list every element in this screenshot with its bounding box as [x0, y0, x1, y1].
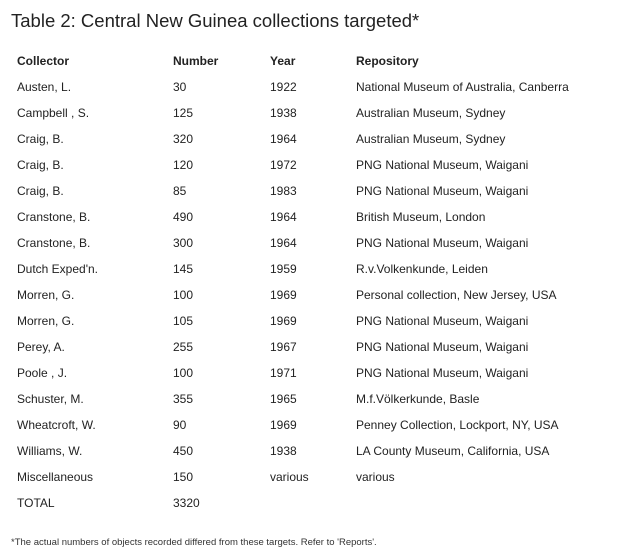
- year-cell: 1964: [270, 236, 297, 250]
- table-header-row: [11, 48, 622, 74]
- collector-cell: Miscellaneous: [17, 470, 94, 484]
- table-row: [11, 412, 622, 438]
- collector-cell: Morren, G.: [17, 314, 75, 328]
- year-cell: 1938: [270, 444, 297, 458]
- year-cell: 1969: [270, 314, 297, 328]
- table-row: [11, 230, 622, 256]
- repository-cell: Penney Collection, Lockport, NY, USA: [356, 418, 559, 432]
- year-cell: 1965: [270, 392, 297, 406]
- year-cell: 1967: [270, 340, 297, 354]
- collector-cell: Craig, B.: [17, 184, 64, 198]
- number-cell: 490: [173, 210, 194, 224]
- number-cell: 255: [173, 340, 194, 354]
- footnote: *The actual numbers of objects recorded differed from these targets. Refer to 'Reports'.: [11, 537, 377, 548]
- repository-cell: M.f.Völkerkunde, Basle: [356, 392, 480, 406]
- repository-cell: Personal collection, New Jersey, USA: [356, 288, 557, 302]
- collector-cell: Cranstone, B.: [17, 236, 91, 250]
- repository-cell: PNG National Museum, Waigani: [356, 184, 529, 198]
- table-row: [11, 256, 622, 282]
- table-row: [11, 464, 622, 490]
- repository-cell: Australian Museum, Sydney: [356, 106, 506, 120]
- collections-table: [11, 48, 622, 516]
- table-row: [11, 100, 622, 126]
- repository-cell: PNG National Museum, Waigani: [356, 236, 529, 250]
- number-cell: 30: [173, 80, 187, 94]
- collector-cell: Austen, L.: [17, 80, 72, 94]
- year-cell: 1971: [270, 366, 297, 380]
- header-repository: Repository: [356, 54, 419, 68]
- number-cell: 300: [173, 236, 194, 250]
- year-cell: 1964: [270, 210, 297, 224]
- year-cell: 1969: [270, 288, 297, 302]
- repository-cell: British Museum, London: [356, 210, 486, 224]
- number-cell: 3320: [173, 496, 200, 510]
- year-cell: 1959: [270, 262, 297, 276]
- number-cell: 145: [173, 262, 194, 276]
- table-row: [11, 386, 622, 412]
- number-cell: 450: [173, 444, 194, 458]
- repository-cell: various: [356, 470, 395, 484]
- table-row: [11, 490, 622, 516]
- year-cell: [264, 490, 350, 516]
- table-title: Table 2: Central New Guinea collections targeted*: [11, 10, 420, 31]
- table-row: [11, 204, 622, 230]
- number-cell: 320: [173, 132, 194, 146]
- number-cell: 85: [173, 184, 187, 198]
- number-cell: 100: [173, 366, 194, 380]
- number-cell: 90: [173, 418, 187, 432]
- number-cell: 150: [173, 470, 194, 484]
- repository-cell: PNG National Museum, Waigani: [356, 340, 529, 354]
- number-cell: 125: [173, 106, 194, 120]
- number-cell: 100: [173, 288, 194, 302]
- collector-cell: Williams, W.: [17, 444, 83, 458]
- year-cell: 1964: [270, 132, 297, 146]
- table-row: [11, 74, 622, 100]
- repository-cell: PNG National Museum, Waigani: [356, 366, 529, 380]
- number-cell: 105: [173, 314, 194, 328]
- year-cell: various: [270, 470, 309, 484]
- collector-cell: Poole , J.: [17, 366, 68, 380]
- repository-cell: LA County Museum, California, USA: [356, 444, 550, 458]
- repository-cell: PNG National Museum, Waigani: [356, 314, 529, 328]
- year-cell: 1969: [270, 418, 297, 432]
- repository-cell: PNG National Museum, Waigani: [356, 158, 529, 172]
- number-cell: 120: [173, 158, 194, 172]
- year-cell: 1922: [270, 80, 297, 94]
- repository-cell: Australian Museum, Sydney: [356, 132, 506, 146]
- table-row: [11, 152, 622, 178]
- table-row: [11, 438, 622, 464]
- number-cell: 355: [173, 392, 194, 406]
- collector-cell: Campbell , S.: [17, 106, 90, 120]
- repository-cell: National Museum of Australia, Canberra: [356, 80, 569, 94]
- year-cell: 1938: [270, 106, 297, 120]
- collector-cell: Dutch Exped'n.: [17, 262, 99, 276]
- year-cell: 1983: [270, 184, 297, 198]
- collector-cell: Craig, B.: [17, 132, 64, 146]
- collector-cell: Wheatcroft, W.: [17, 418, 96, 432]
- header-year: Year: [270, 54, 296, 68]
- table-row: [11, 360, 622, 386]
- repository-cell: R.v.Volkenkunde, Leiden: [356, 262, 488, 276]
- table-row: [11, 334, 622, 360]
- table-row: [11, 282, 622, 308]
- table-row: [11, 178, 622, 204]
- table-row: [11, 126, 622, 152]
- collector-cell: Schuster, M.: [17, 392, 84, 406]
- table-row: [11, 308, 622, 334]
- collector-cell: Cranstone, B.: [17, 210, 91, 224]
- collector-cell: Perey, A.: [17, 340, 65, 354]
- year-cell: 1972: [270, 158, 297, 172]
- collector-cell: Craig, B.: [17, 158, 64, 172]
- table-body: [11, 74, 622, 516]
- header-collector: Collector: [17, 54, 70, 68]
- header-number: Number: [173, 54, 219, 68]
- repository-cell: [350, 490, 622, 516]
- collector-cell: TOTAL: [17, 496, 55, 510]
- collector-cell: Morren, G.: [17, 288, 75, 302]
